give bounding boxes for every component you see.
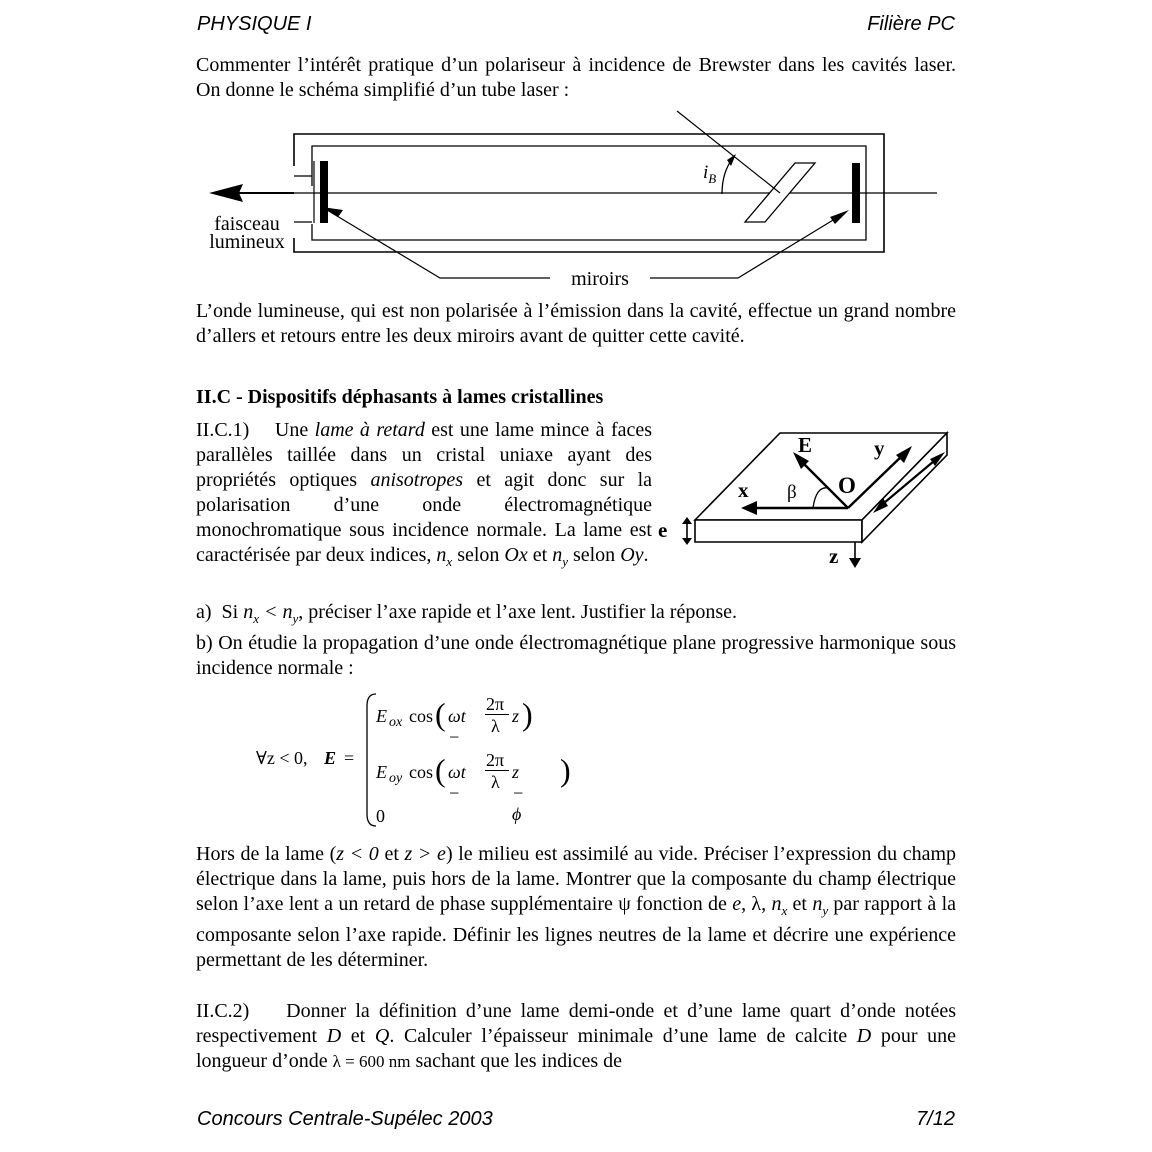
equation-block: ∀z < 0, E = E ox cos ( ωt − 2π λ z ) E oy cos ( ωt − 2π λ z − ϕ ) 0 bbox=[256, 694, 571, 826]
eq-E: E bbox=[324, 748, 337, 768]
label-beta: β bbox=[787, 482, 797, 503]
angle-label: $i_B$ bbox=[703, 162, 717, 186]
mirror-pointer-right bbox=[650, 214, 843, 278]
question-a: a) Si $n_x < n_y$, préciser l’axe rapide et l’axe lent. Justifier la réponse. bbox=[196, 601, 737, 626]
output-mirror bbox=[320, 161, 328, 223]
question-iic2: II.C.2) Donner la définition d’une lame demi-onde et d’une lame quart d’onde notées respectivement D et Q. Calculer l’épaisseur minimale d’une lame de calcite D pour une longueur d’onde λ = 600 nm sachant que les indices de bbox=[196, 1000, 957, 1072]
eq-lhs: ∀z < 0, bbox=[256, 748, 308, 768]
incident-ray bbox=[677, 111, 780, 193]
header-left: PHYSIQUE I bbox=[197, 13, 312, 35]
section-title: II.C - Dispositifs déphasants à lames cristallines bbox=[196, 386, 604, 408]
plate-figure bbox=[655, 425, 955, 575]
hors-lame-paragraph: Hors de la lame (z < 0 et z > e) le milieu est assimilé au vide. Préciser l’expression du champ électrique dans la lame, puis hors de la lame. Montrer que la composante du champ électrique selon l’axe lent a un retard de phase supplémentaire ψ fonction de e, λ, $n_x$ et $n_y$ par rapport à la composante selon l’axe rapide. Définir les lignes neutres de la lame et décrire une expérience permettant de les déterminer. bbox=[196, 843, 957, 971]
label-E: E bbox=[798, 433, 813, 457]
eq-brace bbox=[367, 694, 376, 826]
label-x: x bbox=[738, 478, 749, 502]
beam-label-2: lumineux bbox=[209, 231, 285, 253]
beam-label-1: faisceau bbox=[214, 213, 280, 235]
intro-paragraph: Commenter l’intérêt pratique d’un polariseur à incidence de Brewster dans les cavités laser. On donne le schéma simplifié d’un tube laser : bbox=[196, 54, 956, 101]
header-right: Filière PC bbox=[867, 13, 955, 35]
term-anisotropes: anisotropes bbox=[370, 469, 464, 491]
eq-row-3: 0 bbox=[376, 806, 385, 826]
question-iic1: II.C.1) Une lame à retard est une lame mince à faces parallèles taillée dans un cristal uniaxe ayant des propriétés optiques anisotropes et agit donc sur la polarisation d’une onde électromagnétique monochromatique sous incidence normale. La lame est caractérisée par deux indices, $n_x$ selon Ox et $n_y$ selon Oy. bbox=[196, 419, 653, 569]
laser-tube-figure bbox=[195, 106, 945, 292]
term-lame-a-retard: lame à retard bbox=[314, 419, 425, 441]
footer-right: 7/12 bbox=[916, 1108, 955, 1130]
label-e: e bbox=[658, 518, 668, 542]
label-y: y bbox=[874, 436, 885, 460]
label-O: O bbox=[838, 473, 856, 498]
footer-left: Concours Centrale-Supélec 2003 bbox=[197, 1108, 493, 1130]
question-b: b) On étudie la propagation d’une onde électromagnétique plane progressive harmonique sous incidence normale : bbox=[196, 632, 956, 679]
q2-label: II.C.2) bbox=[196, 1000, 250, 1022]
wave-paragraph: L’onde lumineuse, qui est non polarisée à l’émission dans la cavité, effectue un grand nombre d’allers et retours entre les deux miroirs avant de quitter cette cavité. bbox=[196, 300, 956, 347]
label-z: z bbox=[829, 544, 839, 568]
mirror-pointer-left bbox=[327, 210, 550, 278]
q1-label: II.C.1) bbox=[196, 419, 250, 441]
mirrors-label: miroirs bbox=[571, 268, 629, 290]
